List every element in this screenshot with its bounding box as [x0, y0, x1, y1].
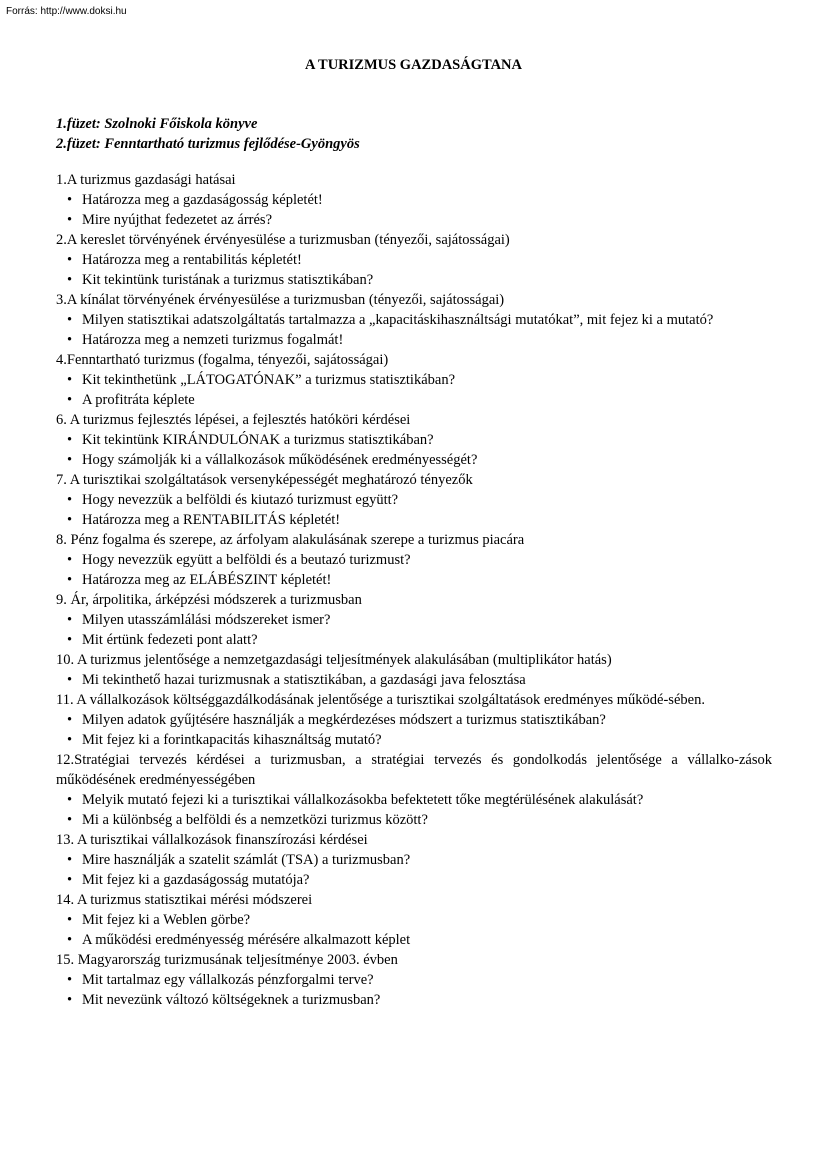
- question-item: • Határozza meg a nemzeti turizmus fogalmát!: [56, 330, 772, 350]
- question-list: [56, 170, 772, 1010]
- source-url: Forrás: http://www.doksi.hu: [6, 6, 127, 17]
- question-item: • Hogy nevezzük együtt a belföldi és a beutazó turizmust?: [56, 550, 772, 570]
- question-item: • Határozza meg a gazdaságosság képletét!: [56, 190, 772, 210]
- page-title: A TURIZMUS GAZDASÁGTANA: [305, 57, 522, 73]
- question-item: • Mit fejez ki a Weblen görbe?: [56, 910, 772, 930]
- question-item: • Határozza meg a rentabilitás képletét!: [56, 250, 772, 270]
- section-heading: 2.A kereslet törvényének érvényesülése a turizmusban (tényezői, sajátosságai): [56, 232, 510, 248]
- question-item: • Mit értünk fedezeti pont alatt?: [56, 630, 772, 650]
- question-item: • Határozza meg a RENTABILITÁS képletét!: [56, 510, 772, 530]
- question-item: • Milyen adatok gyűjtésére használják a megkérdezéses módszert a turizmus statisztikában?: [56, 710, 772, 730]
- question-item: • Melyik mutató fejezi ki a turisztikai vállalkozásokba befektetett tőke megtérülésének alakulását?: [56, 790, 772, 810]
- question-item: • Határozza meg az ELÁBÉSZINT képletét!: [56, 570, 772, 590]
- question-item: • Milyen utasszámlálási módszereket ismer?: [56, 610, 772, 630]
- question-item: • Mire használják a szatelit számlát (TSA) a turizmusban?: [56, 850, 772, 870]
- section-heading: 3.A kínálat törvényének érvényesülése a turizmusban (tényezői, sajátosságai): [56, 292, 505, 308]
- section-heading: 4.Fenntartható turizmus (fogalma, tényezői, sajátosságai): [56, 352, 389, 368]
- question-item: • A profitráta képlete: [56, 390, 772, 410]
- question-item: • Mit tartalmaz egy vállalkozás pénzforgalmi terve?: [56, 970, 772, 990]
- section-heading: 10. A turizmus jelentősége a nemzetgazdasági teljesítmények alakulásában (multiplikátor hatás): [56, 652, 612, 668]
- question-item: • Milyen statisztikai adatszolgáltatás tartalmazza a „kapacitáskihasználtsági mutatókat”, mit fejez ki a mutató?: [56, 310, 772, 330]
- question-item: • Hogy számolják ki a vállalkozások működésének eredményességét?: [56, 450, 772, 470]
- booklet-1: 1.füzet: Szolnoki Főiskola könyve: [56, 116, 258, 132]
- booklet-2: 2.füzet: Fenntartható turizmus fejlődése-Gyöngyös: [56, 136, 360, 152]
- section-heading: 6. A turizmus fejlesztés lépései, a fejlesztés hatóköri kérdései: [56, 412, 411, 428]
- section-heading: 11. A vállalkozások költséggazdálkodásának jelentősége a turisztikai szolgáltatások eredményes működé-sében.: [56, 692, 705, 708]
- section-heading: 7. A turisztikai szolgáltatások versenyképességét meghatározó tényezők: [56, 472, 473, 488]
- question-item: • Mit fejez ki a forintkapacitás kihasználtság mutató?: [56, 730, 772, 750]
- section-heading: 15. Magyarország turizmusának teljesítménye 2003. évben: [56, 952, 398, 968]
- section-heading: 12.Stratégiai tervezés kérdései a turizmusban, a stratégiai tervezés és gondolkodás jelentősége a vállalko-zások működésének eredményességében: [56, 752, 772, 788]
- question-item: • Hogy nevezzük a belföldi és kiutazó turizmust együtt?: [56, 490, 772, 510]
- question-item: • Kit tekintünk KIRÁNDULÓNAK a turizmus statisztikában?: [56, 430, 772, 450]
- section-heading: 9. Ár, árpolitika, árképzési módszerek a turizmusban: [56, 592, 362, 608]
- section-heading: 13. A turisztikai vállalkozások finanszírozási kérdései: [56, 832, 368, 848]
- question-item: • Mire nyújthat fedezetet az árrés?: [56, 210, 772, 230]
- question-item: • Mit fejez ki a gazdaságosság mutatója?: [56, 870, 772, 890]
- question-item: • Mit nevezünk változó költségeknek a turizmusban?: [56, 990, 772, 1010]
- question-item: • A működési eredményesség mérésére alkalmazott képlet: [56, 930, 772, 950]
- question-item: • Mi tekinthető hazai turizmusnak a statisztikában, a gazdasági java felosztása: [56, 670, 772, 690]
- section-heading: 14. A turizmus statisztikai mérési módszerei: [56, 892, 313, 908]
- question-item: • Kit tekinthetünk „LÁTOGATÓNAK” a turizmus statisztikában?: [56, 370, 772, 390]
- section-heading: 1.A turizmus gazdasági hatásai: [56, 172, 236, 188]
- question-item: • Kit tekintünk turistának a turizmus statisztikában?: [56, 270, 772, 290]
- question-item: • Mi a különbség a belföldi és a nemzetközi turizmus között?: [56, 810, 772, 830]
- section-heading: 8. Pénz fogalma és szerepe, az árfolyam alakulásának szerepe a turizmus piacára: [56, 532, 525, 548]
- booklet-list: [56, 114, 360, 154]
